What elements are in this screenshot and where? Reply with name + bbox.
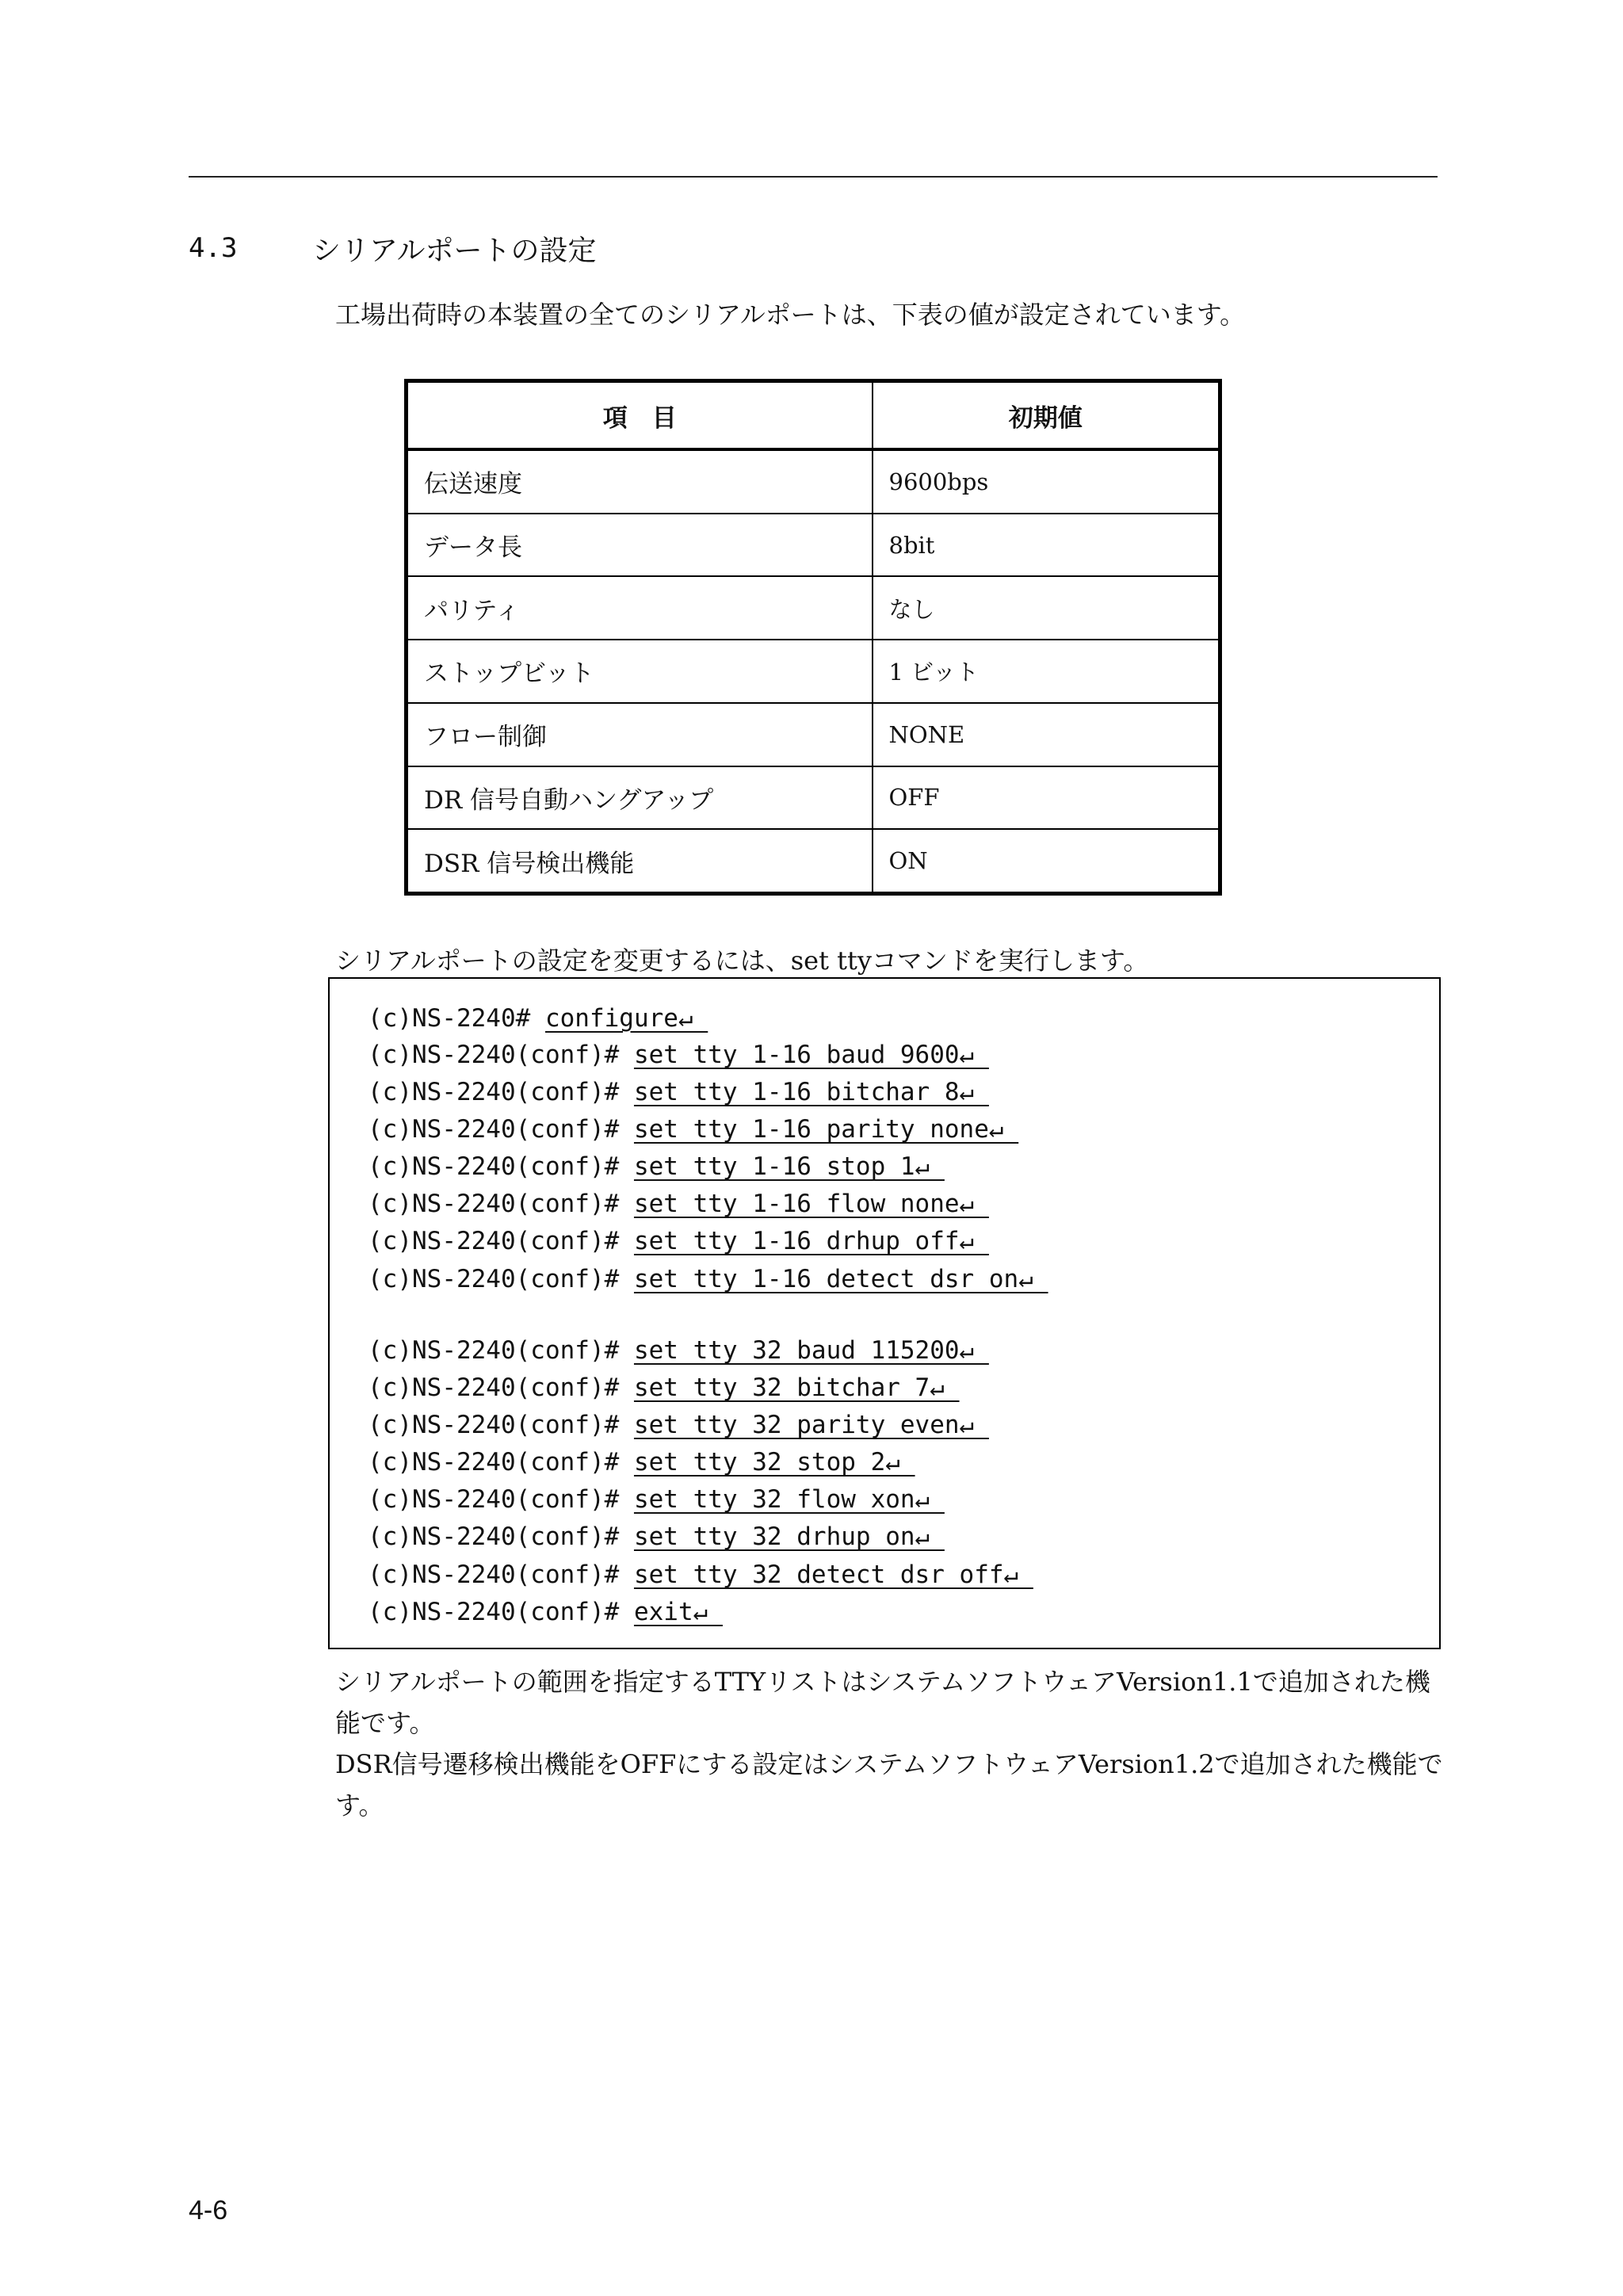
section-number: 4.3 — [189, 232, 238, 264]
command-text: set tty 32 drhup on↵ — [633, 1522, 945, 1551]
command-line — [368, 1003, 708, 1034]
command-line — [368, 1409, 989, 1441]
table-row — [407, 640, 1220, 703]
command-line — [368, 1263, 1048, 1295]
command-prompt: (c)NS-2240(conf)# — [368, 1485, 634, 1514]
command-text: set tty 32 flow xon↵ — [633, 1485, 945, 1514]
row-item: フロー制御 — [407, 703, 873, 766]
row-value: 9600bps — [873, 449, 1220, 514]
command-line — [368, 1372, 960, 1404]
command-prompt: (c)NS-2240(conf)# — [368, 1115, 634, 1144]
command-text: set tty 1-16 stop 1↵ — [633, 1152, 945, 1181]
command-text: configure↵ — [544, 1004, 708, 1033]
command-intro-text: シリアルポートの設定を変更するには、set ttyコマンドを実行します。 — [335, 946, 1149, 976]
command-prompt: (c)NS-2240(conf)# — [368, 1336, 634, 1365]
table-row — [407, 449, 1220, 514]
command-line — [368, 1225, 989, 1257]
command-text: set tty 32 parity even↵ — [633, 1411, 989, 1439]
command-prompt: (c)NS-2240# — [368, 1004, 545, 1033]
command-text: set tty 32 stop 2↵ — [633, 1448, 915, 1477]
row-item: 伝送速度 — [407, 449, 873, 514]
row-item: DR 信号自動ハングアップ — [407, 766, 873, 830]
table-row — [407, 703, 1220, 766]
command-line — [368, 1335, 989, 1366]
row-value: ON — [873, 829, 1220, 893]
row-item: パリティ — [407, 576, 873, 640]
default-settings-table — [404, 379, 1222, 896]
command-prompt: (c)NS-2240(conf)# — [368, 1373, 634, 1402]
top-rule — [189, 176, 1438, 178]
command-prompt: (c)NS-2240(conf)# — [368, 1522, 634, 1551]
table-row — [407, 576, 1220, 640]
row-value: 8bit — [873, 514, 1220, 577]
row-value: OFF — [873, 766, 1220, 830]
command-prompt: (c)NS-2240(conf)# — [368, 1078, 634, 1106]
command-line — [368, 1039, 989, 1071]
command-line — [368, 1521, 945, 1553]
header-item: 項 目 — [407, 381, 873, 450]
command-prompt: (c)NS-2240(conf)# — [368, 1152, 634, 1181]
command-prompt: (c)NS-2240(conf)# — [368, 1598, 634, 1626]
command-line — [368, 1114, 1018, 1145]
table-row — [407, 829, 1220, 893]
command-prompt: (c)NS-2240(conf)# — [368, 1041, 634, 1069]
command-prompt: (c)NS-2240(conf)# — [368, 1411, 634, 1439]
command-text: exit↵ — [633, 1598, 723, 1626]
table-row — [407, 766, 1220, 830]
command-text: set tty 1-16 drhup off↵ — [633, 1227, 989, 1255]
command-line — [368, 1076, 989, 1108]
table-row — [407, 514, 1220, 577]
command-prompt: (c)NS-2240(conf)# — [368, 1190, 634, 1218]
command-line — [368, 1596, 723, 1628]
command-line — [368, 1559, 1033, 1591]
row-value: NONE — [873, 703, 1220, 766]
command-prompt: (c)NS-2240(conf)# — [368, 1561, 634, 1589]
command-text: set tty 1-16 detect_dsr on↵ — [633, 1265, 1048, 1293]
row-item: データ長 — [407, 514, 873, 577]
command-line — [368, 1151, 945, 1182]
row-value: なし — [873, 576, 1220, 640]
row-item: ストップビット — [407, 640, 873, 703]
header-default-value: 初期値 — [873, 381, 1220, 450]
command-prompt: (c)NS-2240(conf)# — [368, 1265, 634, 1293]
table-header-row — [407, 381, 1220, 450]
command-prompt: (c)NS-2240(conf)# — [368, 1448, 634, 1477]
page-number: 4-6 — [189, 2195, 228, 2225]
command-line — [368, 1446, 915, 1478]
command-text: set tty 32 bitchar 7↵ — [633, 1373, 960, 1402]
command-text: set tty 1-16 bitchar 8↵ — [633, 1078, 989, 1106]
command-line — [368, 1484, 945, 1515]
section-title: シリアルポートの設定 — [312, 234, 597, 267]
note-tty-list: シリアルポートの範囲を指定するTTYリストはシステムソフトウェアVersion1.1で追加された機能です。 — [335, 1667, 1430, 1738]
command-example-box — [328, 977, 1441, 1649]
command-line — [368, 1188, 989, 1220]
note-dsr-detect: DSR信号遷移検出機能をOFFにする設定はシステムソフトウェアVersion1.2で追加された機能です。 — [335, 1749, 1443, 1820]
command-prompt: (c)NS-2240(conf)# — [368, 1227, 634, 1255]
command-text: set tty 1-16 baud 9600↵ — [633, 1041, 989, 1069]
row-item: DSR 信号検出機能 — [407, 829, 873, 893]
command-text: set tty 1-16 flow none↵ — [633, 1190, 989, 1218]
section-heading — [189, 228, 597, 268]
command-text: set tty 32 baud 115200↵ — [633, 1336, 989, 1365]
intro-text: 工場出荷時の本装置の全てのシリアルポートは、下表の値が設定されています。 — [335, 300, 1246, 330]
command-text: set tty 32 detect_dsr off↵ — [633, 1561, 1033, 1589]
command-text: set tty 1-16 parity none↵ — [633, 1115, 1019, 1144]
row-value: 1 ビット — [873, 640, 1220, 703]
